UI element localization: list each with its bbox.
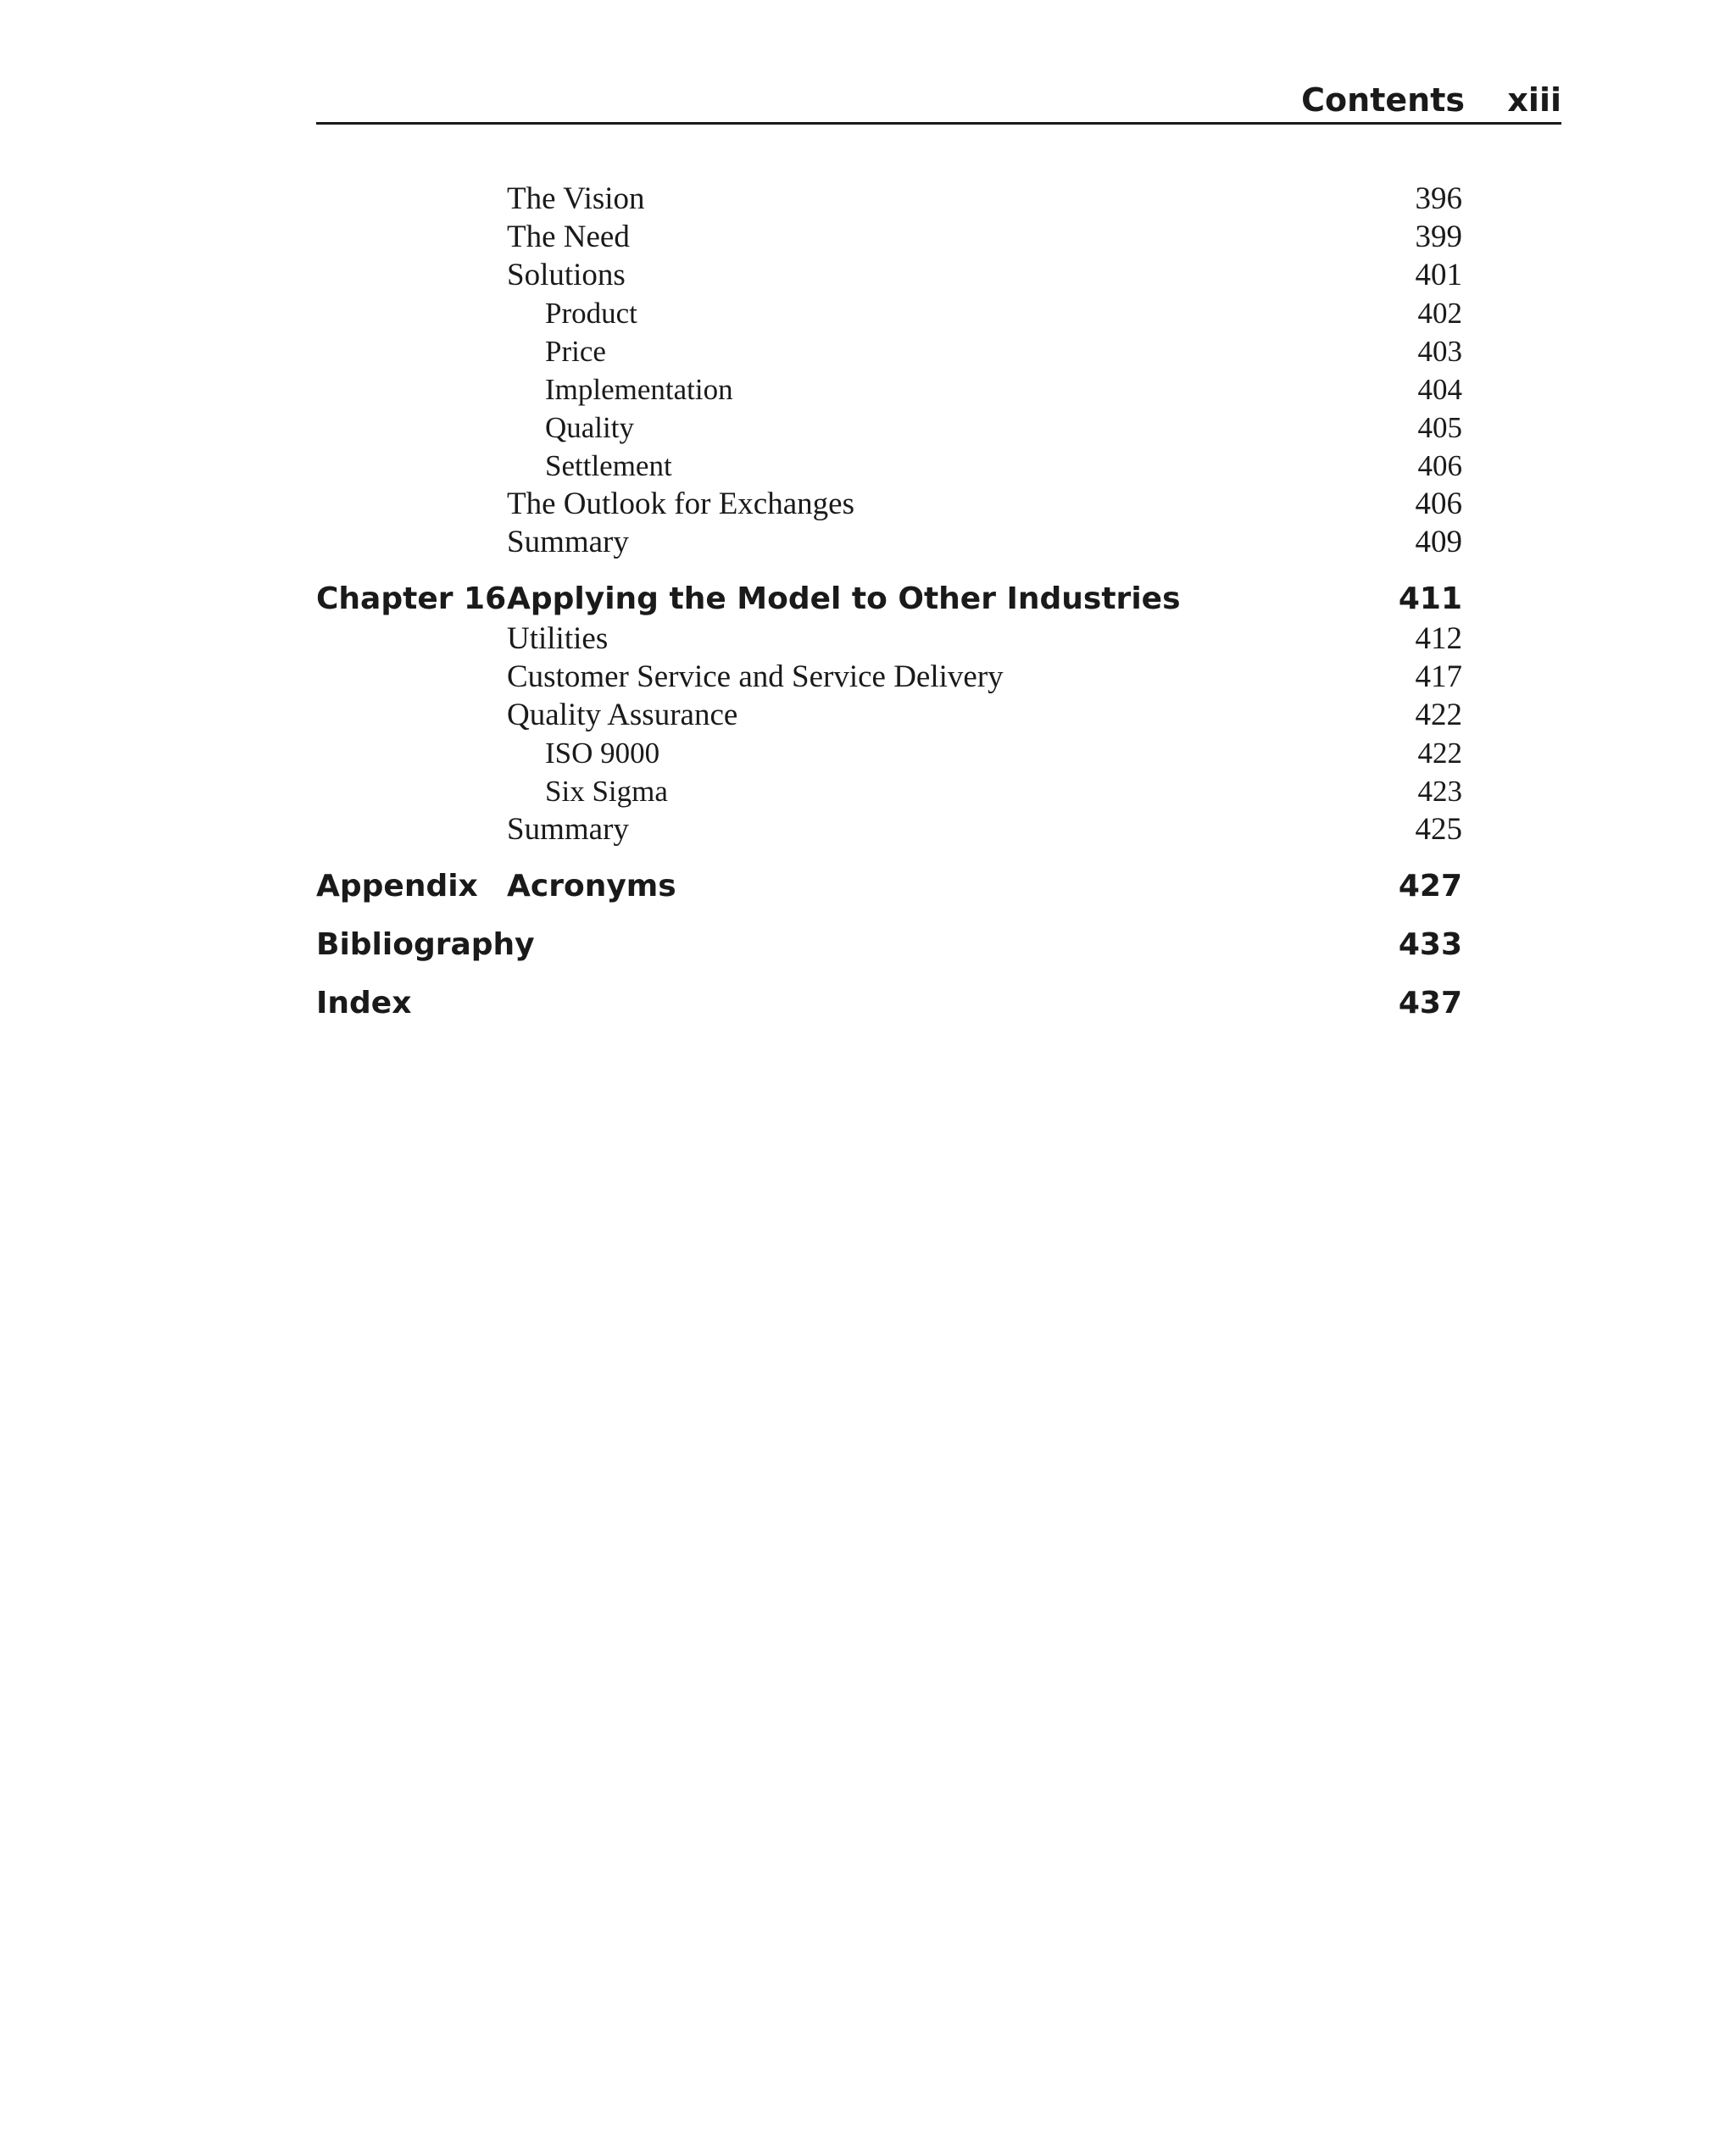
- toc-entry-title: Product: [545, 297, 637, 330]
- toc-entry-page: 402: [1417, 297, 1462, 330]
- toc-entry-title: Implementation: [545, 373, 733, 406]
- toc-entry-title: Summary: [507, 525, 629, 559]
- toc-entry[interactable]: [316, 218, 1462, 256]
- running-header: [316, 78, 1561, 125]
- toc-subentry[interactable]: [316, 772, 1462, 810]
- table-of-contents: [316, 180, 1462, 1024]
- page-folio: xiii: [1507, 81, 1561, 119]
- appendix-label: Appendix: [316, 869, 478, 904]
- toc-entry-page: 423: [1417, 775, 1462, 808]
- toc-entry-title: Settlement: [545, 449, 672, 482]
- chapter-number: Chapter 16: [316, 581, 507, 616]
- toc-entry-title: Price: [545, 335, 606, 368]
- toc-entry-page: 422: [1417, 737, 1462, 770]
- toc-entry-title: Summary: [507, 812, 629, 847]
- toc-entry-title: Utilities: [507, 621, 609, 656]
- toc-entry-title: The Need: [507, 220, 630, 254]
- toc-entry-title: Six Sigma: [545, 775, 668, 808]
- toc-entry-title: Solutions: [507, 258, 626, 292]
- toc-entry-page: 409: [1415, 525, 1462, 559]
- appendix-page: 427: [1398, 869, 1462, 904]
- toc-subentry[interactable]: [316, 294, 1462, 332]
- toc-subentry[interactable]: [316, 332, 1462, 370]
- toc-subentry[interactable]: [316, 734, 1462, 772]
- toc-entry-page: 406: [1415, 487, 1462, 521]
- bibliography-page: 433: [1398, 927, 1462, 962]
- toc-entry[interactable]: [316, 658, 1462, 696]
- toc-chapter-16[interactable]: [316, 579, 1462, 620]
- index-page: 437: [1398, 986, 1462, 1020]
- toc-entry[interactable]: [316, 810, 1462, 848]
- toc-entry[interactable]: [316, 696, 1462, 734]
- toc-entry-title: Quality: [545, 411, 634, 444]
- toc-entry-page: 405: [1417, 411, 1462, 444]
- chapter-title: Applying the Model to Other Industries: [507, 581, 1181, 616]
- toc-entry-title: The Vision: [507, 181, 645, 216]
- toc-entry-title: The Outlook for Exchanges: [507, 487, 854, 521]
- index-title: Index: [316, 986, 412, 1020]
- toc-entry-page: 399: [1415, 220, 1462, 254]
- toc-entry-page: 403: [1417, 335, 1462, 368]
- toc-entry-title: Customer Service and Service Delivery: [507, 659, 1004, 694]
- toc-entry-page: 401: [1415, 258, 1462, 292]
- toc-entry[interactable]: [316, 256, 1462, 294]
- bibliography-title: Bibliography: [316, 927, 535, 962]
- toc-entry-title: Quality Assurance: [507, 698, 738, 732]
- toc-bibliography[interactable]: [316, 925, 1462, 965]
- toc-subentry[interactable]: [316, 370, 1462, 409]
- toc-entry-page: 425: [1415, 812, 1462, 847]
- toc-subentry[interactable]: [316, 409, 1462, 447]
- toc-entry[interactable]: [316, 523, 1462, 561]
- chapter-page: 411: [1398, 581, 1462, 616]
- toc-index[interactable]: [316, 983, 1462, 1024]
- running-header-title: Contents: [1301, 81, 1465, 119]
- toc-entry-page: 404: [1417, 373, 1462, 406]
- toc-entry[interactable]: [316, 620, 1462, 658]
- toc-entry[interactable]: [316, 180, 1462, 218]
- toc-entry-page: 412: [1415, 621, 1462, 656]
- toc-entry-page: 396: [1415, 181, 1462, 216]
- toc-entry-page: 422: [1415, 698, 1462, 732]
- appendix-title: Acronyms: [507, 869, 676, 904]
- toc-appendix[interactable]: [316, 866, 1462, 907]
- toc-entry-page: 406: [1417, 449, 1462, 482]
- toc-entry-page: 417: [1415, 659, 1462, 694]
- toc-entry-title: ISO 9000: [545, 737, 660, 770]
- toc-entry[interactable]: [316, 485, 1462, 523]
- toc-subentry[interactable]: [316, 447, 1462, 485]
